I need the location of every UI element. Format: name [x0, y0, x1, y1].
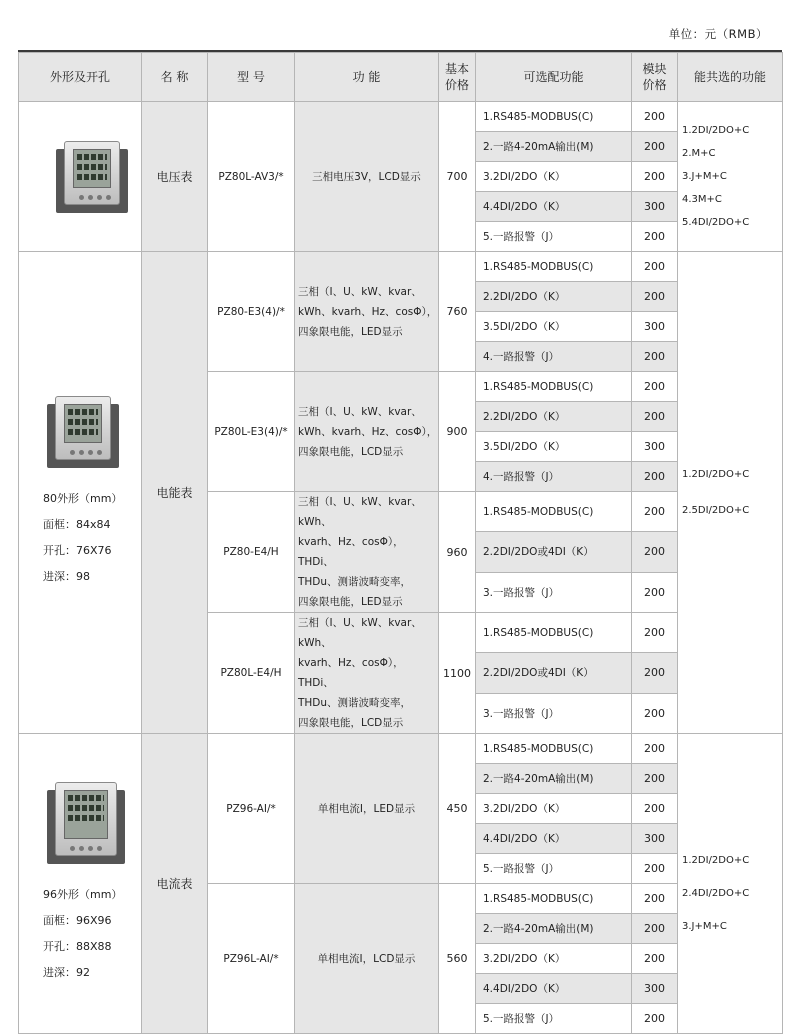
module-price: 200 — [632, 854, 678, 884]
shape-cell — [19, 252, 142, 734]
combo-item: 2.4DI/2DO+C — [682, 888, 750, 899]
meter-button — [97, 846, 102, 851]
module-price: 300 — [632, 192, 678, 222]
module-price: 200 — [632, 402, 678, 432]
meter-digit-row — [68, 429, 98, 435]
module-price: 200 — [632, 1004, 678, 1034]
function-cell — [295, 884, 439, 1034]
option-label: 5.一路报警（J） — [476, 222, 632, 252]
option-label: 4.4DI/2DO（K） — [476, 192, 632, 222]
option-label: 5.一路报警（J） — [476, 1004, 632, 1034]
combo-item: 3.J+M+C — [682, 921, 727, 932]
meter-button — [70, 846, 75, 851]
option-label: 3.5DI/2DO（K） — [476, 312, 632, 342]
model-cell: PZ80L-E4/H — [208, 613, 295, 734]
meter-digit-row — [68, 409, 98, 415]
function-cell — [295, 252, 439, 372]
shape-cell — [19, 102, 142, 252]
header-shape: 外形及开孔 — [19, 53, 142, 102]
function-cell — [295, 734, 439, 884]
option-label: 3.一路报警（J） — [476, 572, 632, 612]
shape-spec-line: 开孔：76X76 — [43, 543, 112, 557]
base-price-cell: 560 — [439, 884, 476, 1034]
meter-display — [64, 404, 102, 443]
base-price-cell: 960 — [439, 492, 476, 613]
function-line: 三相（I、U、kW、kvar、 — [298, 285, 422, 298]
meter-button — [70, 450, 75, 455]
meter-button — [88, 846, 93, 851]
option-label: 4.4DI/2DO（K） — [476, 824, 632, 854]
header-module-price-line1: 模块 — [642, 62, 667, 76]
module-price: 200 — [632, 102, 678, 132]
function-line: THDu、测谐波畸变率， — [298, 576, 412, 588]
module-price: 200 — [632, 572, 678, 612]
option-label: 1.RS485-MODBUS(C) — [476, 252, 632, 282]
header-base-price-line2: 价格 — [444, 78, 469, 92]
shape-spec-line: 80外形（mm） — [43, 491, 123, 505]
shape-spec-line: 开孔：88X88 — [43, 939, 112, 953]
option-label: 4.一路报警（J） — [476, 342, 632, 372]
option-label: 3.2DI/2DO（K） — [476, 794, 632, 824]
shape-cell — [19, 734, 142, 1034]
function-line: 四象限电能，LED显示 — [298, 325, 403, 338]
module-price: 200 — [632, 462, 678, 492]
unit-note: 单位：元（RMB） — [668, 27, 768, 41]
module-price: 300 — [632, 312, 678, 342]
meter-button — [97, 450, 102, 455]
meter-button — [79, 450, 84, 455]
model-cell: PZ80-E3(4)/* — [208, 252, 295, 372]
header-module-price-line2: 价格 — [642, 78, 667, 92]
function-line: kvarh、Hz、cosΦ），THDi、 — [298, 657, 404, 689]
product-type-name: 电流表 — [142, 734, 208, 1034]
option-label: 1.RS485-MODBUS(C) — [476, 734, 632, 764]
header-base-price-line1: 基本 — [444, 62, 469, 76]
module-price: 200 — [632, 282, 678, 312]
module-price: 300 — [632, 432, 678, 462]
option-label: 2.2DI/2DO或4DI（K） — [476, 532, 632, 572]
header-options: 可选配功能 — [476, 53, 632, 102]
model-cell: PZ80L-AV3/* — [208, 102, 295, 252]
module-price: 200 — [632, 613, 678, 653]
function-line: 四象限电能，LED显示 — [298, 596, 403, 608]
header-base-price — [439, 53, 476, 102]
function-line: 四象限电能，LCD显示 — [298, 445, 404, 458]
meter-button — [106, 195, 111, 200]
option-label: 2.一路4-20mA输出(M) — [476, 914, 632, 944]
function-cell — [295, 613, 439, 734]
header-row — [19, 53, 783, 102]
function-line: kWh、kvarh、Hz、cosΦ）， — [298, 425, 438, 438]
combos-cell — [678, 734, 783, 1034]
function-cell — [295, 492, 439, 613]
option-label: 2.2DI/2DO（K） — [476, 402, 632, 432]
module-price: 200 — [632, 342, 678, 372]
meter-device-image — [52, 141, 132, 213]
combo-item: 3.J+M+C — [682, 171, 727, 182]
header-combos: 能共选的功能 — [678, 53, 783, 102]
product-type-name: 电能表 — [142, 252, 208, 734]
meter-device-image — [43, 782, 129, 864]
option-label: 1.RS485-MODBUS(C) — [476, 372, 632, 402]
module-price: 200 — [632, 914, 678, 944]
combo-item: 1.2DI/2DO+C — [682, 468, 750, 480]
function-line: 单相电流I，LED显示 — [317, 802, 416, 815]
meter-front-panel — [64, 141, 120, 205]
base-price-cell: 450 — [439, 734, 476, 884]
function-line: kvarh、Hz、cosΦ），THDi、 — [298, 536, 404, 568]
option-row — [19, 102, 783, 132]
function-line: 四象限电能，LCD显示 — [298, 717, 404, 729]
shape-spec-line: 进深：98 — [43, 569, 90, 583]
option-label: 3.2DI/2DO（K） — [476, 944, 632, 974]
combo-item: 2.M+C — [682, 148, 716, 159]
option-label: 4.4DI/2DO（K） — [476, 974, 632, 1004]
meter-digit-row — [68, 815, 104, 821]
combos-cell — [678, 102, 783, 252]
option-row — [19, 734, 783, 764]
function-line: 三相电压3V，LCD显示 — [312, 170, 421, 183]
base-price-cell: 760 — [439, 252, 476, 372]
meter-display — [64, 790, 108, 839]
meter-display — [73, 149, 111, 188]
table-body — [19, 102, 783, 1034]
function-line: 三相（I、U、kW、kvar、kWh、 — [298, 496, 422, 528]
module-price: 200 — [632, 764, 678, 794]
function-line: kWh、kvarh、Hz、cosΦ）， — [298, 305, 438, 318]
header-model: 型 号 — [208, 53, 295, 102]
module-price: 200 — [632, 492, 678, 532]
meter-digit-row — [68, 795, 104, 801]
option-label: 2.2DI/2DO或4DI（K） — [476, 653, 632, 693]
module-price: 200 — [632, 532, 678, 572]
meter-button — [97, 195, 102, 200]
meter-front-panel — [55, 396, 111, 460]
option-label: 3.2DI/2DO（K） — [476, 162, 632, 192]
header-module-price — [632, 53, 678, 102]
function-cell — [295, 372, 439, 492]
base-price-cell: 1100 — [439, 613, 476, 734]
base-price-cell: 700 — [439, 102, 476, 252]
option-label: 1.RS485-MODBUS(C) — [476, 613, 632, 653]
function-line: 三相（I、U、kW、kvar、kWh、 — [298, 617, 422, 649]
shape-spec-line: 面框：84x84 — [43, 517, 111, 531]
function-line: 单相电流I，LCD显示 — [317, 952, 416, 965]
module-price: 200 — [632, 372, 678, 402]
option-label: 2.一路4-20mA输出(M) — [476, 132, 632, 162]
meter-front-panel — [55, 782, 117, 856]
option-label: 2.一路4-20mA输出(M) — [476, 764, 632, 794]
meter-digit-row — [68, 419, 98, 425]
function-line: THDu、测谐波畸变率， — [298, 697, 412, 709]
module-price: 200 — [632, 884, 678, 914]
combos-cell — [678, 252, 783, 734]
meter-button — [79, 846, 84, 851]
option-label: 4.一路报警（J） — [476, 462, 632, 492]
model-cell: PZ96L-AI/* — [208, 884, 295, 1034]
product-type-name: 电压表 — [142, 102, 208, 252]
meter-device-image — [43, 396, 123, 468]
meter-digit-row — [77, 174, 107, 180]
meter-digit-row — [77, 154, 107, 160]
meter-digit-row — [77, 164, 107, 170]
option-label: 3.一路报警（J） — [476, 693, 632, 733]
shape-spec-line: 面框：96X96 — [43, 913, 112, 927]
option-label: 1.RS485-MODBUS(C) — [476, 102, 632, 132]
module-price: 200 — [632, 162, 678, 192]
function-cell — [295, 102, 439, 252]
meter-digit-row — [68, 805, 104, 811]
module-price: 300 — [632, 974, 678, 1004]
module-price: 200 — [632, 222, 678, 252]
module-price: 200 — [632, 944, 678, 974]
meter-button — [88, 450, 93, 455]
shape-spec-line: 进深：92 — [43, 965, 90, 979]
model-cell: PZ96-AI/* — [208, 734, 295, 884]
price-table — [18, 52, 783, 1034]
base-price-cell: 900 — [439, 372, 476, 492]
option-label: 5.一路报警（J） — [476, 854, 632, 884]
module-price: 200 — [632, 794, 678, 824]
option-label: 2.2DI/2DO（K） — [476, 282, 632, 312]
combo-item: 1.2DI/2DO+C — [682, 125, 750, 136]
header-function: 功 能 — [295, 53, 439, 102]
header-name: 名 称 — [142, 53, 208, 102]
model-cell: PZ80L-E3(4)/* — [208, 372, 295, 492]
option-label: 3.5DI/2DO（K） — [476, 432, 632, 462]
combo-item: 5.4DI/2DO+C — [682, 217, 750, 228]
combo-item: 1.2DI/2DO+C — [682, 855, 750, 866]
module-price: 300 — [632, 824, 678, 854]
meter-button — [88, 195, 93, 200]
module-price: 200 — [632, 693, 678, 733]
model-cell: PZ80-E4/H — [208, 492, 295, 613]
shape-spec-line: 96外形（mm） — [43, 887, 123, 901]
combo-item: 4.3M+C — [682, 194, 722, 205]
module-price: 200 — [632, 252, 678, 282]
combo-item: 2.5DI/2DO+C — [682, 504, 750, 516]
option-label: 1.RS485-MODBUS(C) — [476, 884, 632, 914]
module-price: 200 — [632, 132, 678, 162]
option-label: 1.RS485-MODBUS(C) — [476, 492, 632, 532]
function-line: 三相（I、U、kW、kvar、 — [298, 405, 422, 418]
module-price: 200 — [632, 653, 678, 693]
option-row — [19, 252, 783, 282]
module-price: 200 — [632, 734, 678, 764]
meter-button — [79, 195, 84, 200]
